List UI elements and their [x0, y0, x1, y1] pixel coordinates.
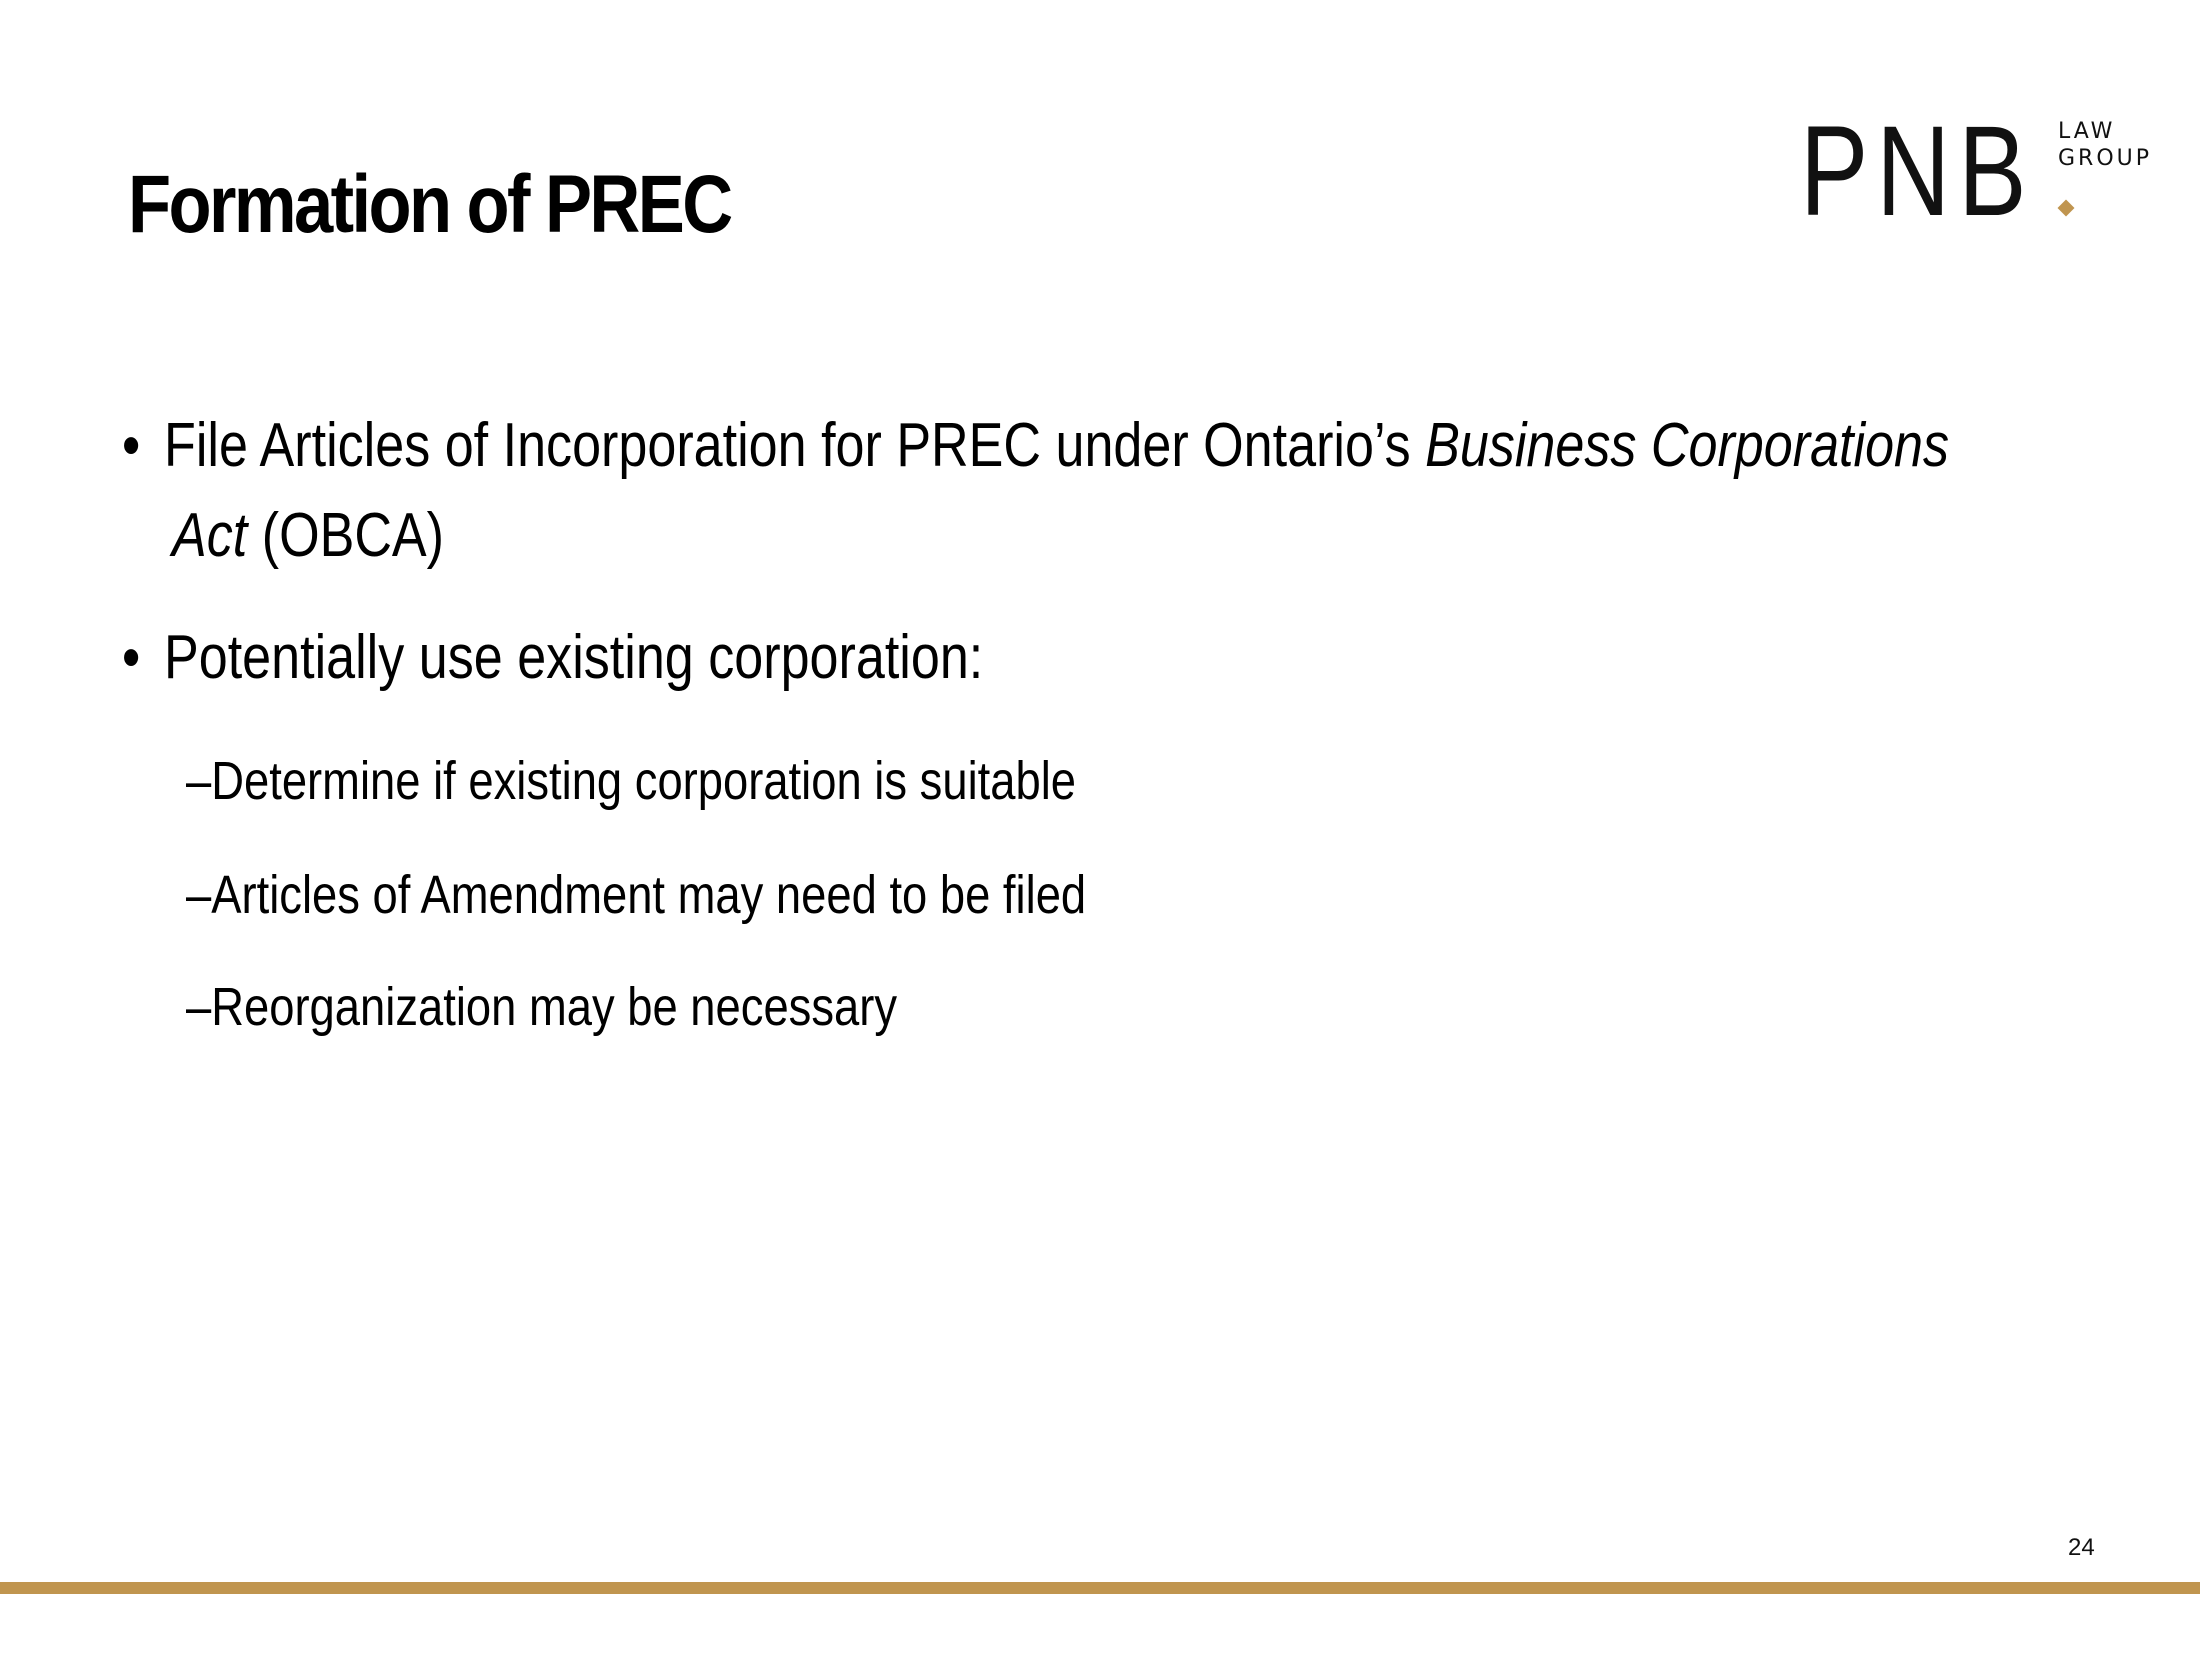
pnb-law-group-logo [1800, 100, 2153, 243]
footer-accent-bar [0, 1582, 2200, 1594]
logo-subtitle [2058, 118, 2152, 172]
sub-item-marker: – [186, 977, 212, 1037]
sub-item-determine-suitability [186, 744, 1076, 818]
logo-diamond-icon [2058, 200, 2075, 217]
bullet-text: Potentially use existing corporation: [164, 623, 984, 692]
sub-item-text: Determine if existing corporation is suitable [211, 751, 1077, 811]
bullet-continuation-text: (OBCA) [247, 501, 445, 570]
logo-subtitle-line2: GROUP [2058, 146, 2153, 171]
page-number: 24 [2068, 1534, 2095, 1561]
bullet-item-existing-corporation [122, 614, 983, 702]
logo-letters: PNB [1800, 100, 2035, 243]
sub-item-marker: – [186, 865, 212, 925]
slide-title: Formation of PREC [128, 159, 731, 250]
sub-item-text: Reorganization may be necessary [211, 977, 898, 1037]
sub-item-articles-of-amendment [186, 858, 1086, 932]
sub-item-reorganization [186, 970, 897, 1044]
bullet-item-continuation [172, 492, 444, 580]
logo-subtitle-line1: LAW [2058, 119, 2116, 144]
bullet-continuation-italic: Act [172, 501, 248, 570]
bullet-item-articles-of-incorporation [122, 402, 1949, 490]
bullet-text-italic: Business Corporations [1425, 411, 1950, 480]
sub-item-marker: – [186, 751, 212, 811]
sub-item-text: Articles of Amendment may need to be filed [211, 865, 1087, 925]
bullet-marker: • [122, 411, 141, 480]
bullet-text: File Articles of Incorporation for PREC under Ontario’s [164, 411, 1426, 480]
bullet-marker: • [122, 623, 141, 692]
